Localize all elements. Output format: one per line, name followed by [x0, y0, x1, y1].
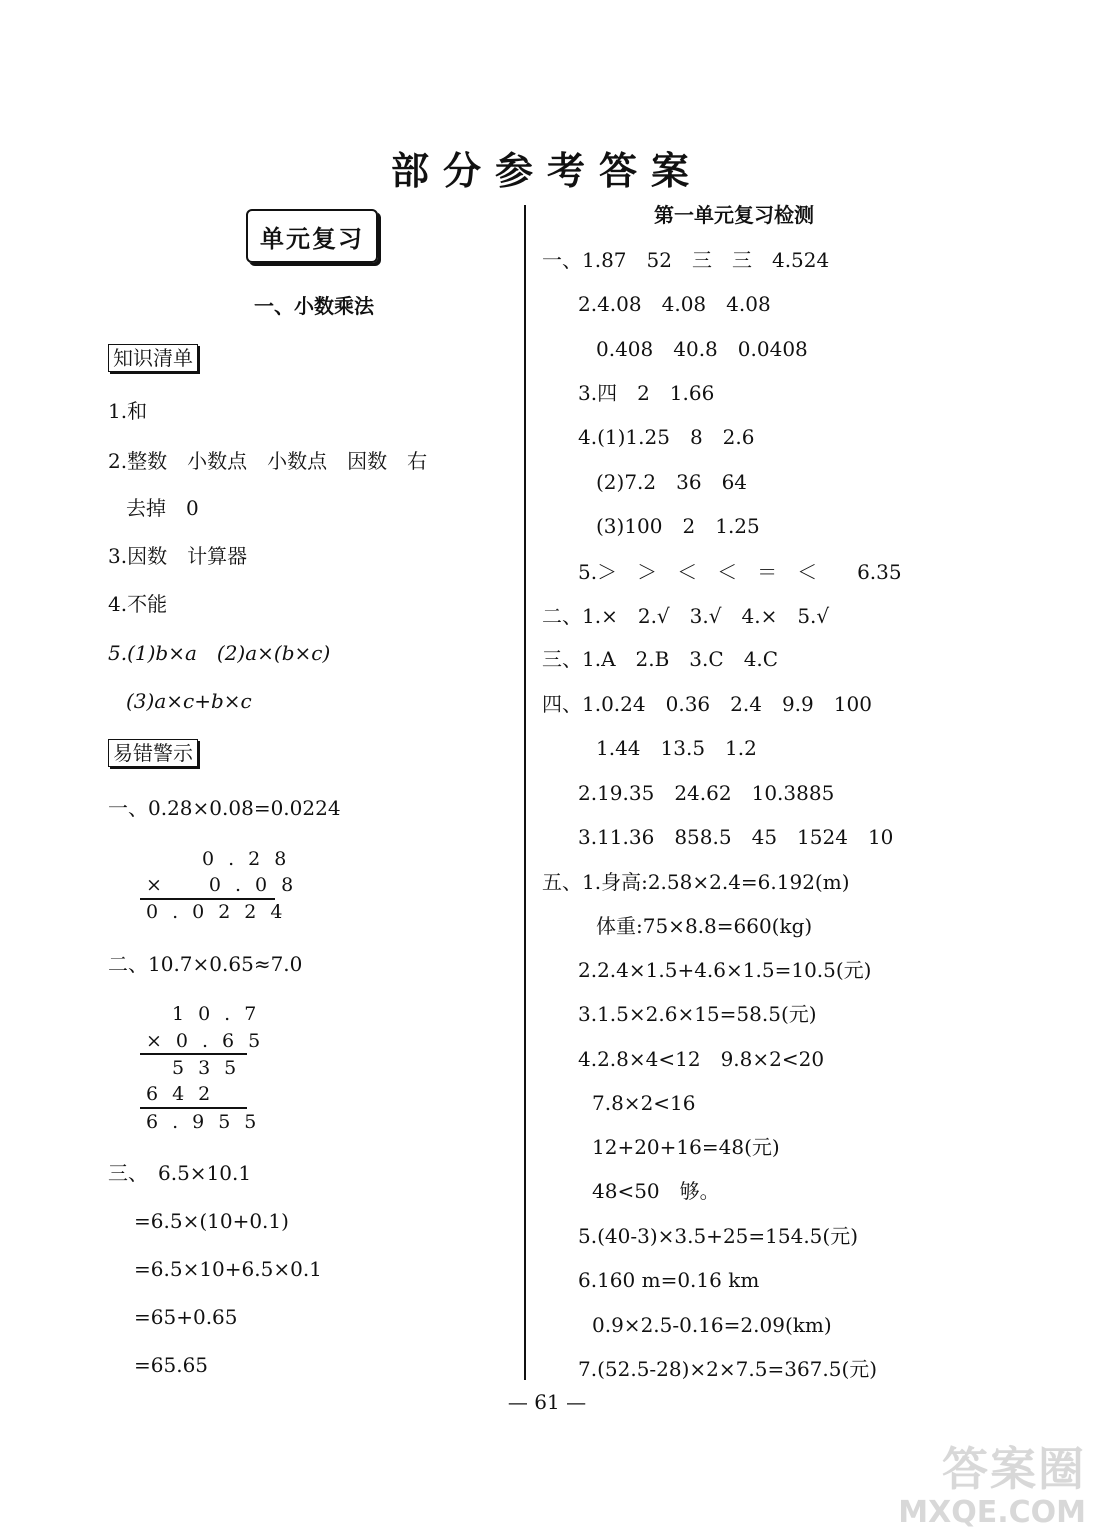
error-item-3-step1: =6.5×(10+0.1) [134, 1209, 289, 1233]
answer-line: 2.2.4×1.5+4.6×1.5=10.5(元) [578, 958, 872, 982]
knowledge-item-3: 3.因数 计算器 [108, 544, 248, 568]
answer-line: 48<50 够。 [592, 1179, 720, 1203]
vertical-mult-2-result: 6.955 [146, 1111, 271, 1133]
error-item-1: 一、0.28×0.08=0.0224 [108, 796, 341, 820]
answer-line: 五、1.身高:2.58×2.4=6.192(m) [542, 870, 850, 894]
unit-heading: 一、小数乘法 [254, 294, 374, 318]
section-box-unit-review: 单元复习 [246, 209, 378, 263]
answer-line: 1.44 13.5 1.2 [596, 736, 757, 760]
answer-line: 0.9×2.5-0.16=2.09(km) [592, 1313, 832, 1337]
answer-line: 2.4.08 4.08 4.08 [578, 292, 771, 316]
answer-line: (3)100 2 1.25 [596, 514, 760, 538]
answer-line: 四、1.0.24 0.36 2.4 9.9 100 [542, 692, 872, 716]
right-heading: 第一单元复习检测 [654, 203, 814, 227]
answer-line: 7.(52.5-28)×2×7.5=367.5(元) [578, 1357, 878, 1381]
answer-line: 3.11.36 858.5 45 1524 10 [578, 825, 894, 849]
error-item-3-step3: =65+0.65 [134, 1305, 238, 1329]
answer-line: 3.1.5×2.6×15=58.5(元) [578, 1002, 817, 1026]
knowledge-item-5: 5.(1)b×a (2)a×(b×c) [108, 641, 331, 665]
error-item-2: 二、10.7×0.65≈7.0 [108, 952, 303, 976]
answer-line: 三、1.A 2.B 3.C 4.C [542, 647, 779, 671]
knowledge-item-2: 2.整数 小数点 小数点 因数 右 [108, 449, 428, 473]
vertical-mult-2-line1 [140, 1053, 247, 1055]
error-item-3-step4: =65.65 [134, 1353, 209, 1377]
tag-knowledge-list: 知识清单 [108, 344, 198, 372]
column-divider [524, 205, 526, 1380]
vertical-mult-2-line2 [140, 1107, 247, 1109]
answer-line: 二、1.× 2.√ 3.√ 4.× 5.√ [542, 604, 830, 628]
answer-line: (2)7.2 36 64 [596, 470, 748, 494]
answer-line: 5.＞ ＞ ＜ ＜ ＝ ＜ 6.35 [578, 560, 902, 584]
page-number: — 61 — [507, 1390, 587, 1414]
vertical-mult-2-partial1: 535 [172, 1057, 251, 1079]
watermark-line2: MXQE.COM [898, 1495, 1086, 1530]
answer-line: 5.(40-3)×3.5+25=154.5(元) [578, 1224, 859, 1248]
answer-line: 6.160 m=0.16 km [578, 1268, 760, 1292]
vertical-mult-2-row1: 10.7 [172, 1003, 271, 1025]
answer-line: 3.四 2 1.66 [578, 381, 715, 405]
error-item-3: 三、 6.5×10.1 [108, 1161, 252, 1185]
watermark-logo [898, 1433, 1086, 1530]
answer-line: 0.408 40.8 0.0408 [596, 337, 808, 361]
vertical-mult-1-row1: 0.28 [202, 848, 301, 870]
vertical-mult-2-row2: ×0.65 [146, 1030, 275, 1052]
knowledge-item-1: 1.和 [108, 399, 148, 423]
knowledge-item-2-cont: 去掉 0 [126, 496, 199, 520]
tag-common-errors: 易错警示 [108, 739, 198, 767]
answer-line: 2.19.35 24.62 10.3885 [578, 781, 835, 805]
answer-line: 4.2.8×4<12 9.8×2<20 [578, 1047, 825, 1071]
vertical-mult-2-partial2: 642 [146, 1083, 225, 1105]
knowledge-item-5-cont: (3)a×c+b×c [126, 689, 252, 713]
watermark-line1: 答案圈 [942, 1442, 1086, 1496]
error-item-3-step2: =6.5×10+6.5×0.1 [134, 1257, 322, 1281]
answer-line: 一、1.87 52 三 三 4.524 [542, 248, 830, 272]
answer-line: 4.(1)1.25 8 2.6 [578, 425, 755, 449]
answer-line: 7.8×2<16 [592, 1091, 696, 1115]
vertical-mult-1-result: 0.0224 [146, 901, 297, 923]
vertical-mult-1-row2: × 0.08 [146, 874, 308, 896]
answer-line: 体重:75×8.8=660(kg) [596, 914, 813, 938]
answer-line: 12+20+16=48(元) [592, 1135, 780, 1159]
knowledge-item-4: 4.不能 [108, 592, 168, 616]
page-title: 部分参考答案 [390, 149, 703, 193]
